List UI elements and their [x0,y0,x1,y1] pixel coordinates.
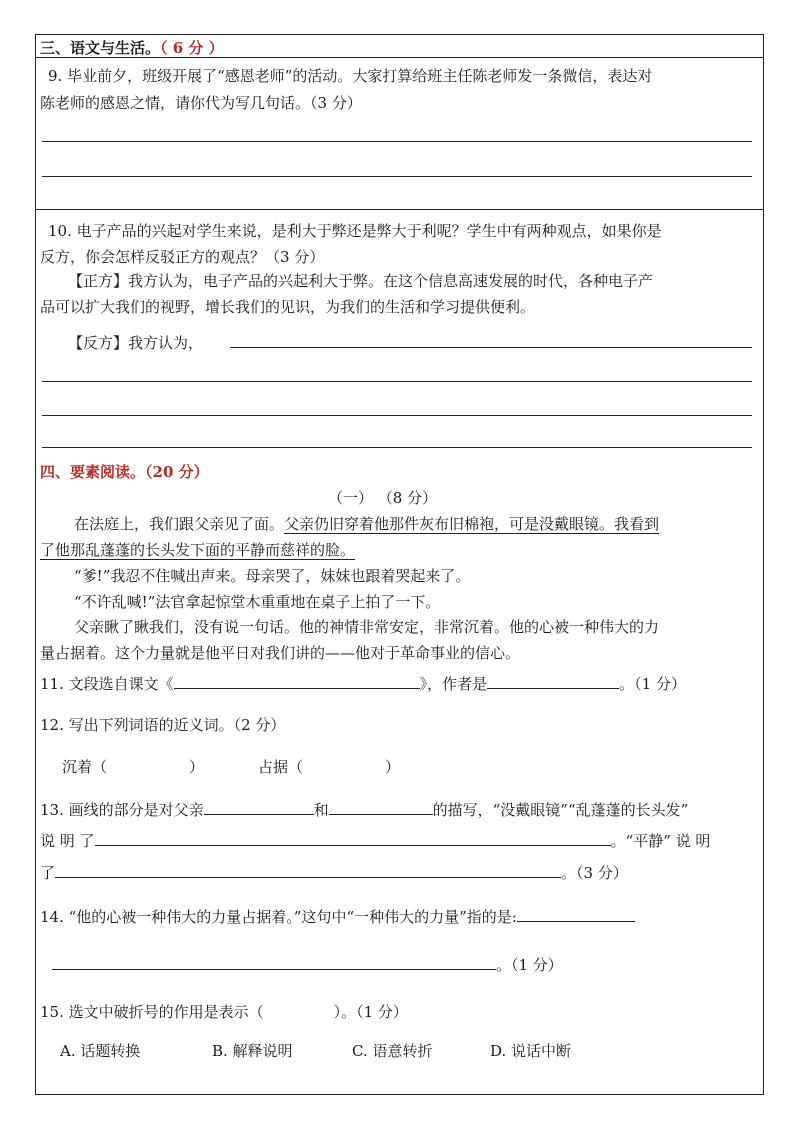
q9-answer-line-2[interactable] [42,176,752,177]
q10-line2: 反方，你会怎样反驳正方的观点？（3 分） [40,248,325,266]
section-3-heading [40,37,224,58]
q14-line1 [40,906,635,927]
q12-word1-label: 沉着（ [62,758,108,776]
section-3-title: 三、语文与生活。 [40,39,161,57]
q15-suffix: ）。（1 分） [333,1003,408,1021]
passage-p1-underlined-cont: 了他那乱蓬蓬的长头发下面的平静而慈祥的脸。 [40,541,356,559]
q14-blank-2[interactable] [52,955,496,970]
q13-line1 [40,799,688,820]
q12-word1 [62,756,204,777]
q13-prefix: 13. 画线的部分是对父亲 [40,801,204,819]
q15-option-a[interactable]: A. 话题转换 [60,1042,141,1060]
passage-p1-underlined: 父亲仍旧穿着他那件灰布旧棉袍，可是没戴眼镜。我看到 [284,515,660,533]
q10-line1: 10. 电子产品的兴起对学生来说，是利大于弊还是弊大于利呢？学生中有两种观点，如果你是 [48,222,662,240]
passage-p2: “爹!”我忍不住喊出声来。母亲哭了，妹妹也跟着哭起来了。 [74,567,471,585]
q10-con-answer-line-3[interactable] [42,415,752,416]
q11-middle: 》，作者是 [419,675,488,693]
q15-line [40,1001,408,1022]
q10-con-answer-line-1[interactable] [230,347,752,348]
q13-suffix: 的描写，“没戴眼镜”“乱蓬蓬的长头发” [432,801,689,819]
q13-line3-prefix: 了 [40,864,56,882]
q14-text: 14. “他的心被一种伟大的力量占据着。”这句中“一种伟大的力量”指的是: [40,908,517,926]
q15-option-c[interactable]: C. 语意转折 [352,1042,433,1060]
q13-blank-4[interactable] [55,863,561,878]
passage-p1-line2 [40,539,355,560]
section-3-divider [35,57,764,58]
section-4-title: 四、要素阅读。 [40,463,146,481]
q13-line2-prefix: 说 明 了 [40,832,95,850]
passage-p1-line1 [74,513,659,534]
q10-con-answer-line-4[interactable] [42,447,752,448]
q13-line2-suffix: 。“平静” 说 明 [610,832,711,850]
q12-word1-close: ） [189,758,205,776]
passage-p1-plain: 在法庭上，我们跟父亲见了面。 [74,515,285,533]
q15-prefix: 15. 选文中破折号的作用是表示（ [40,1003,264,1021]
q10-pro-line1: 【正方】我方认为，电子产品的兴起利大于弊。在这个信息高速发展的时代，各种电子产 [68,272,654,290]
q12-word2 [258,756,400,777]
q13-line3 [40,862,628,883]
q11-prefix: 11. 文段选自课文《 [40,675,174,693]
q10-con-prefix: 【反方】我方认为， [68,334,204,352]
q12-text: 12. 写出下列词语的近义词。（2 分） [40,716,286,734]
q10-pro-line2: 品可以扩大我们的视野，增长我们的见识，为我们的生活和学习提供便利。 [40,298,536,316]
q13-blank-2[interactable] [329,800,433,815]
q12-word2-close: ） [385,758,401,776]
q9-divider [35,209,764,210]
q13-line2 [40,830,710,851]
section-3-score: （ 6 分 ） [160,39,224,57]
passage-p3: “不许乱喊!”法官拿起惊堂木重重地在桌子上拍了一下。 [74,593,441,611]
q9-answer-line-1[interactable] [42,141,752,142]
passage-p4-line1: 父亲瞅了瞅我们，没有说一句话。他的神情非常安定，非常沉着。他的心被一种伟大的力 [74,618,660,636]
q15-option-b[interactable]: B. 解释说明 [212,1042,293,1060]
q12-word2-label: 占据（ [258,758,304,776]
q14-line2 [52,954,563,975]
q9-line1: 9. 毕业前夕，班级开展了“感恩老师”的活动。大家打算给班主任陈老师发一条微信，表达对 [48,67,653,85]
q13-blank-3[interactable] [95,831,611,846]
q15-option-d[interactable]: D. 说话中断 [490,1042,572,1060]
q11-author-blank[interactable] [487,674,619,689]
q14-blank-1[interactable] [517,907,635,922]
q11-suffix: 。（1 分） [619,675,686,693]
q13-blank-1[interactable] [204,800,314,815]
section-4-score: （20 分） [145,463,209,481]
q11-title-blank[interactable] [174,674,420,689]
q14-suffix: 。（1 分） [496,956,563,974]
q10-con-answer-line-2[interactable] [42,381,752,382]
q9-line2: 陈老师的感恩之情，请你代为写几句话。（3 分） [40,94,362,112]
section-4-heading [40,461,209,482]
q13-and: 和 [313,801,329,819]
q11 [40,673,686,694]
part-1-heading: （一） （8 分） [328,489,438,507]
passage-p4-line2: 量占据着。这个力量就是他平日对我们讲的——他对于革命事业的信心。 [40,644,521,662]
q13-line3-suffix: 。（3 分） [561,864,628,882]
